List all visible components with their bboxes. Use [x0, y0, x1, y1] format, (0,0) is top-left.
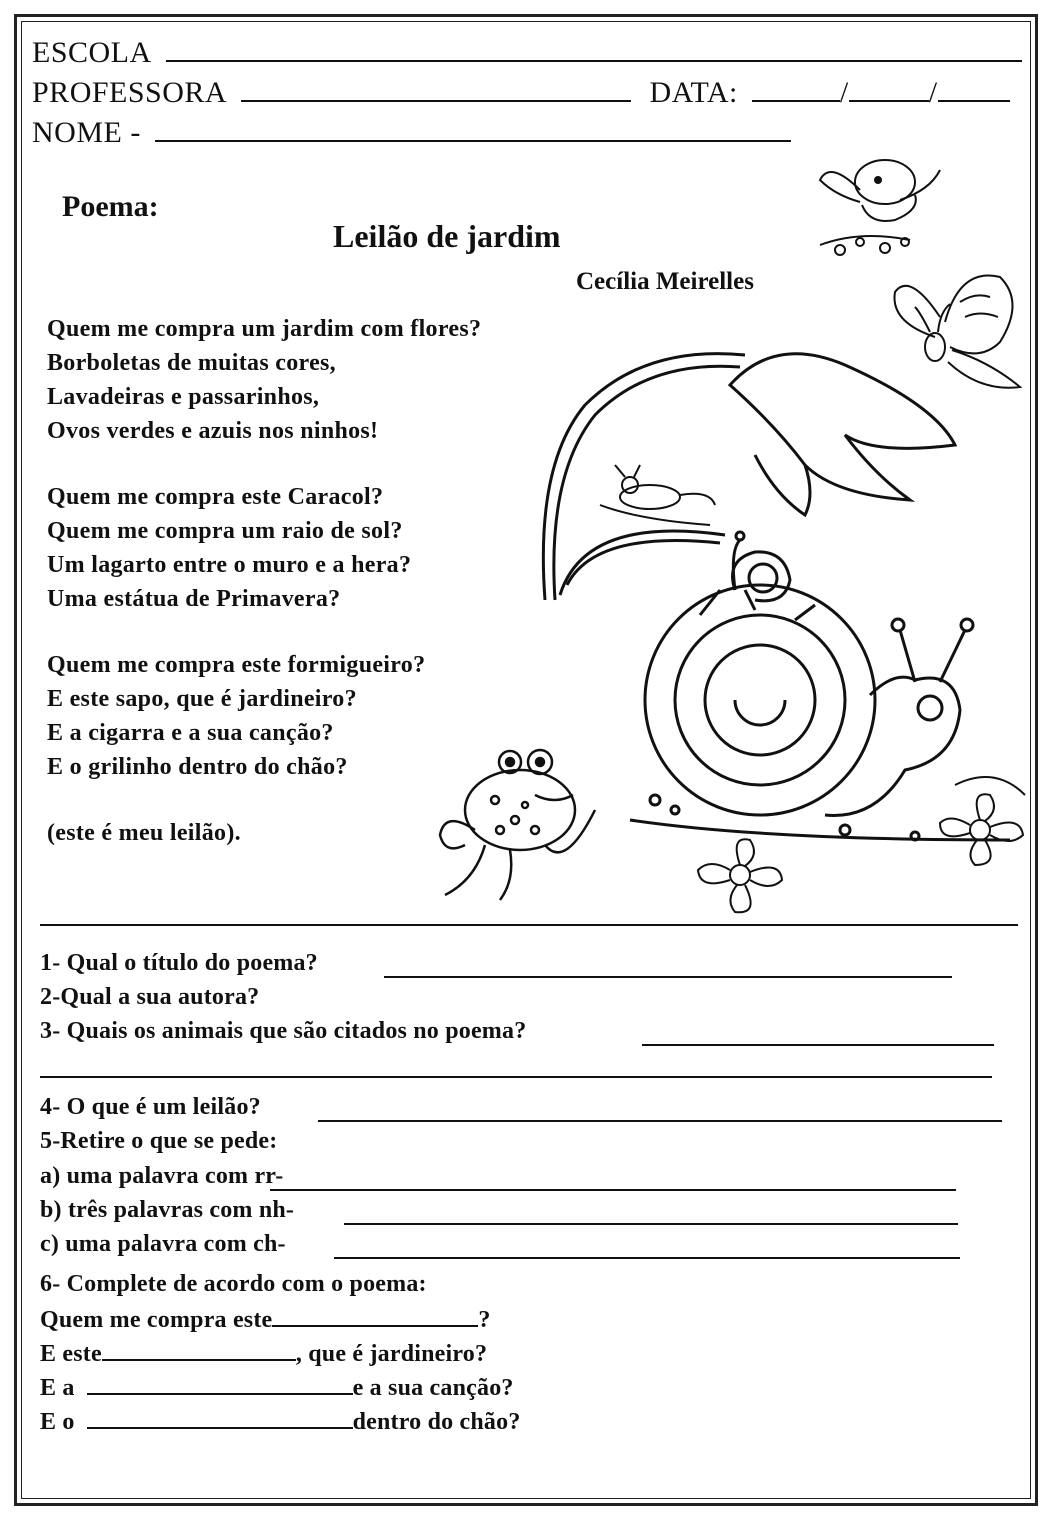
teacher-label: PROFESSORA	[32, 76, 226, 109]
verse-line: Quem me compra este Caracol?	[47, 484, 384, 510]
complete-text: E este	[40, 1341, 102, 1367]
complete-text: E a	[40, 1375, 75, 1401]
flower-icon	[935, 765, 1030, 870]
date-separator: /	[928, 76, 938, 109]
answer-line-5a[interactable]	[270, 1189, 956, 1191]
date-month-field[interactable]	[849, 76, 929, 102]
teacher-row	[32, 76, 1010, 110]
bird-icon	[800, 150, 950, 275]
name-label: NOME -	[32, 116, 141, 149]
school-label: ESCOLA	[32, 36, 151, 69]
complete-text: , que é jardineiro?	[295, 1341, 488, 1367]
complete-text: e a sua canção?	[352, 1375, 514, 1401]
poem-label: Poema:	[62, 190, 159, 223]
date-year-field[interactable]	[938, 76, 1010, 102]
complete-blank-4[interactable]	[87, 1407, 353, 1429]
flower-icon	[690, 830, 790, 915]
complete-text: Quem me compra este	[40, 1307, 273, 1333]
verse-line: Uma estátua de Primavera?	[47, 586, 341, 612]
verse-line: Quem me compra este formigueiro?	[47, 652, 426, 678]
complete-line-4	[40, 1407, 521, 1436]
complete-line-2	[40, 1339, 487, 1368]
date-label: DATA:	[649, 76, 738, 109]
answer-line-3[interactable]	[642, 1044, 994, 1046]
date-day-field[interactable]	[752, 76, 840, 102]
question-2: 2-Qual a sua autora?	[40, 984, 260, 1010]
verse-line: E este sapo, que é jardineiro?	[47, 686, 357, 712]
answer-line-1[interactable]	[384, 976, 952, 978]
section-divider	[40, 924, 1018, 926]
school-row	[32, 36, 1022, 70]
verse-line: E a cigarra e a sua canção?	[47, 720, 334, 746]
complete-line-1	[40, 1305, 491, 1334]
question-4: 4- O que é um leilão?	[40, 1094, 261, 1120]
verse-line: Lavadeiras e passarinhos,	[47, 384, 320, 410]
poem-title: Leilão de jardim	[333, 218, 561, 254]
answer-line-5b[interactable]	[344, 1223, 958, 1225]
complete-line-3	[40, 1373, 514, 1402]
question-1: 1- Qual o título do poema?	[40, 950, 318, 976]
complete-text: dentro do chão?	[352, 1409, 521, 1435]
answer-line-3b[interactable]	[40, 1076, 992, 1078]
answer-line-5c[interactable]	[334, 1257, 960, 1259]
teacher-field[interactable]	[241, 76, 631, 102]
verse-line: E o grilinho dentro do chão?	[47, 754, 348, 780]
name-row	[32, 116, 791, 150]
complete-text: E o	[40, 1409, 75, 1435]
frog-icon	[425, 740, 605, 905]
question-5c: c) uma palavra com ch-	[40, 1231, 286, 1257]
question-6: 6- Complete de acordo com o poema:	[40, 1271, 427, 1297]
verse-line: Borboletas de muitas cores,	[47, 350, 336, 376]
complete-blank-1[interactable]	[272, 1305, 478, 1327]
verse-line: Um lagarto entre o muro e a hera?	[47, 552, 412, 578]
question-5b: b) três palavras com nh-	[40, 1197, 295, 1223]
complete-blank-3[interactable]	[87, 1373, 353, 1395]
question-3: 3- Quais os animais que são citados no poema?	[40, 1018, 527, 1044]
answer-line-4[interactable]	[318, 1120, 1002, 1122]
verse-line: Ovos verdes e azuis nos ninhos!	[47, 418, 379, 444]
question-5: 5-Retire o que se pede:	[40, 1128, 278, 1154]
complete-text: ?	[478, 1307, 491, 1333]
date-separator: /	[839, 76, 849, 109]
name-field[interactable]	[155, 116, 791, 142]
question-5a: a) uma palavra com rr-	[40, 1163, 284, 1189]
verse-line: Quem me compra um jardim com flores?	[47, 316, 482, 342]
complete-blank-2[interactable]	[102, 1339, 296, 1361]
poem-author: Cecília Meirelles	[576, 268, 754, 295]
school-field[interactable]	[166, 36, 1022, 62]
verse-line: Quem me compra um raio de sol?	[47, 518, 403, 544]
verse-line: (este é meu leilão).	[47, 820, 241, 846]
